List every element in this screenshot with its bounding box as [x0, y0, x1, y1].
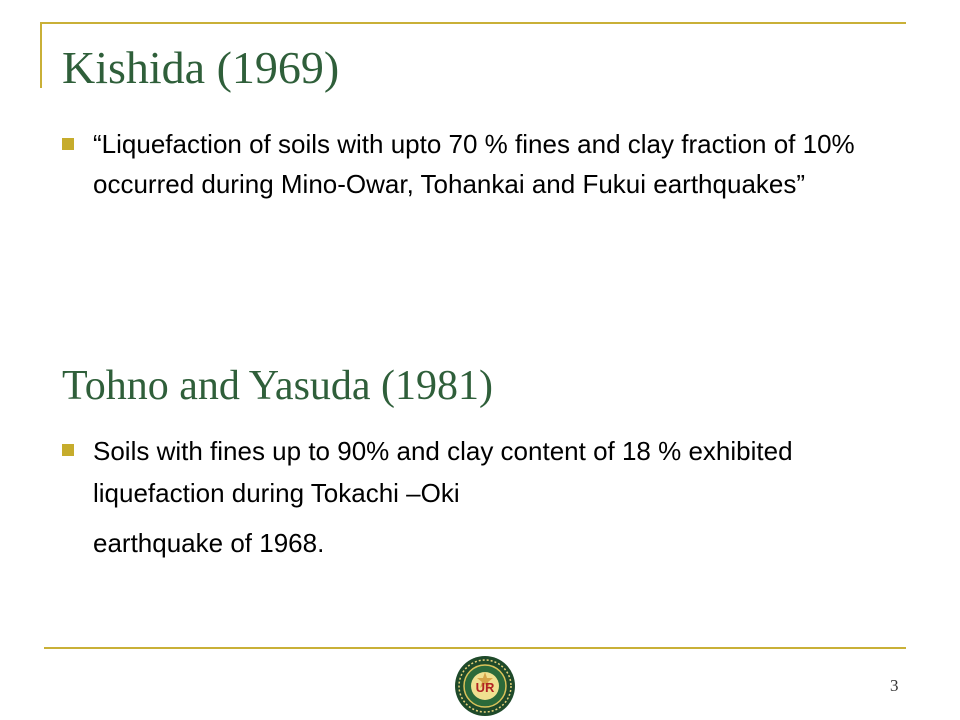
- bullet-text-part2: earthquake of 1968.: [93, 528, 325, 558]
- bullet-text-part1: Soils with fines up to 90% and clay content of 18 % exhibited liquefaction during Tokachi –Oki: [93, 436, 793, 508]
- slide-title-tohno-yasuda: Tohno and Yasuda (1981): [62, 363, 494, 409]
- page-number: 3: [890, 676, 899, 695]
- logo-letters: UR: [475, 680, 495, 695]
- bullet-text-kishida: “Liquefaction of soils with upto 70 % fines and clay fraction of 10% occurred during Mino-Owar, Tohankai and Fukui earthquakes”: [93, 129, 855, 199]
- top-border-line: [40, 22, 906, 24]
- square-bullet-icon: [62, 444, 74, 456]
- slide-title-kishida: Kishida (1969): [62, 42, 340, 93]
- square-bullet-icon: [62, 138, 74, 150]
- bottom-border-line: [44, 647, 906, 649]
- university-seal-icon: [454, 655, 516, 717]
- bullet-text-tohno-yasuda: [93, 430, 893, 564]
- left-border-line: [40, 22, 42, 88]
